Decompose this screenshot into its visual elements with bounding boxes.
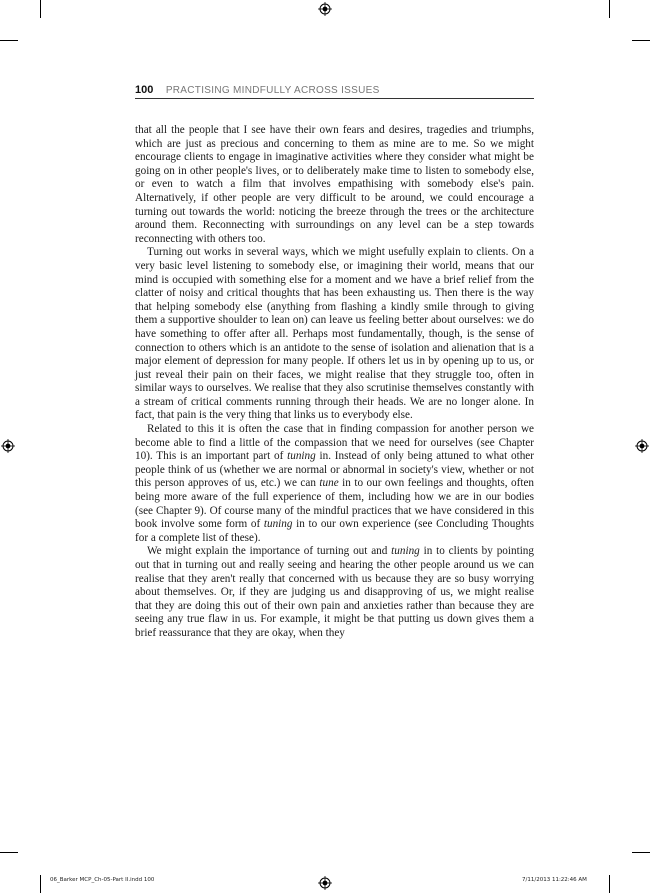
crop-mark [609,0,610,18]
crop-mark [609,875,610,893]
text-run: in. Instead of only being attuned to what other people think of us (whether we are normal or abnormal in society's view, whether or not this person approves of us, etc.) we can [135,450,535,490]
body-paragraph [135,124,534,246]
registration-mark-icon [635,439,649,453]
crop-mark [0,852,18,853]
crop-mark [0,40,18,41]
text-run: We might explain the importance of turning out and [147,545,392,558]
crop-mark [40,0,41,18]
registration-mark-icon [1,439,15,453]
page-number: 100 [135,84,154,96]
text-run: Related to this it is often the case that in finding compassion for another person we become able to find a little of the compassion that we need for ourselves (see Chapter 10). This is an important part of [135,423,534,463]
italic-run: tune [319,477,339,490]
slug-date: 7/11/2013 11:22:46 AM [522,877,587,883]
registration-mark-icon [318,876,332,890]
italic-run: tuning [391,545,420,558]
body-paragraph [135,545,534,640]
text-run: Turning out works in several ways, which we might usefully explain to clients. On a very basic level listening to somebody else, or imagining their world, means that our mind is occupied with something else for a moment and we have a brief relief from the clatter of noisy and critical thoughts that has been exhausting us. Then there is the way that helping somebody else (anything from flashing a kindly smile through to giving them a supportive shoulder to lean on) can leave us feeling better about ourselves: we do have something to offer after all. Perhaps most fundamentally, though, is the sense of connection to others which is an antidote to the sense of isolation and alienation that is a major element of depression for many people. If others let us in by opening up to us, or just reveal their pain on their faces, we might realise that they struggle too, often in similar ways to ourselves. We realise that they also scrutinise themselves constantly with a stream of critical comments running through their heads. We are no longer alone. In fact, that pain is the very thing that links us to everybody else. [135,246,534,422]
text-run: in to our own experience (see Concluding Thoughts for a complete list of these). [135,518,534,544]
text-run: in to our own feelings and thoughts, often being more aware of the full experience of them, including how we are in our bodies (see Chapter 9). Of course many of the mindful practices that we have considered in this book involve some form of [135,477,534,531]
crop-mark [632,852,650,853]
text-run: that all the people that I see have their own fears and desires, tragedies and triumphs, which are just as precious and concerning to them as mine are to me. So we might encourage clients to engage in imaginative activities where they consider what might be going on in other people's lives, or to deliberately make time to listen to somebody else, or even to watch a film that involves empathising with somebody else's pain. Alternatively, if other people are very difficult to be around, we could encourage a turning out towards the world: noticing the breeze through the trees or the architecture around them. Reconnecting with surroundings on any level can be a step towards reconnecting with others too. [135,124,534,245]
slug-file-name: 06_Barker MCP_Ch-05-Part II.indd 100 [50,877,155,883]
body-text [135,124,534,641]
italic-run: tuning [287,450,316,463]
text-run: in to clients by pointing out that in turning out and really seeing and hearing the other people around us we can realise that they aren't really that concerned with us because they are so busy worrying about themselves. Or, if they are judging us and disapproving of us, we might realise that they are doing this out of their own pain and anxieties rather than because they are seeing any true flaw in us. For example, it might be that putting us down gives them a brief reassurance that they are okay, when they [135,545,534,639]
crop-mark [40,875,41,893]
italic-run: tuning [263,518,293,531]
crop-mark [632,40,650,41]
body-paragraph [135,246,534,423]
running-head-title: PRACTISING MINDFULLY ACROSS ISSUES [165,85,380,96]
body-paragraph [135,423,534,545]
running-header [135,80,534,99]
registration-mark-icon [318,2,332,16]
